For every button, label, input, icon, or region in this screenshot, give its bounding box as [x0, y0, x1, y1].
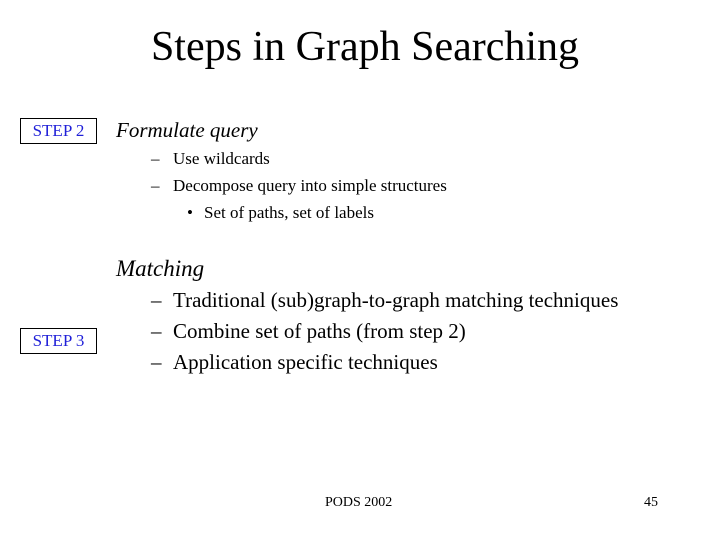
list-item-text: Traditional (sub)graph-to-graph matching techniques	[173, 288, 619, 312]
list-item-text: Application specific techniques	[173, 350, 438, 374]
list-item	[187, 202, 374, 224]
step-2-box	[20, 118, 97, 144]
list-item-text: Decompose query into simple structures	[173, 176, 447, 195]
list-item	[151, 148, 270, 170]
list-item	[151, 286, 618, 314]
matching-heading: Matching	[116, 256, 205, 281]
list-item	[151, 317, 466, 345]
footer-text: PODS 2002	[325, 495, 393, 510]
step-3-label: STEP 3	[32, 331, 85, 350]
dash-marker: –	[151, 288, 162, 312]
dash-marker: –	[151, 350, 162, 374]
dash-marker: –	[151, 176, 160, 195]
dash-marker: –	[151, 149, 160, 168]
list-item	[151, 348, 438, 376]
list-item-text: Combine set of paths (from step 2)	[173, 319, 466, 343]
page-number: 45	[644, 495, 658, 510]
list-item-text: Use wildcards	[173, 149, 270, 168]
formulate-query-heading: Formulate query	[116, 118, 258, 142]
slide-title: Steps in Graph Searching	[150, 24, 580, 70]
step-3-box	[20, 328, 97, 354]
bullet-marker: •	[187, 203, 193, 222]
list-item-text: Set of paths, set of labels	[204, 203, 374, 222]
list-item	[151, 175, 447, 197]
dash-marker: –	[151, 319, 162, 343]
step-2-label: STEP 2	[32, 121, 85, 140]
